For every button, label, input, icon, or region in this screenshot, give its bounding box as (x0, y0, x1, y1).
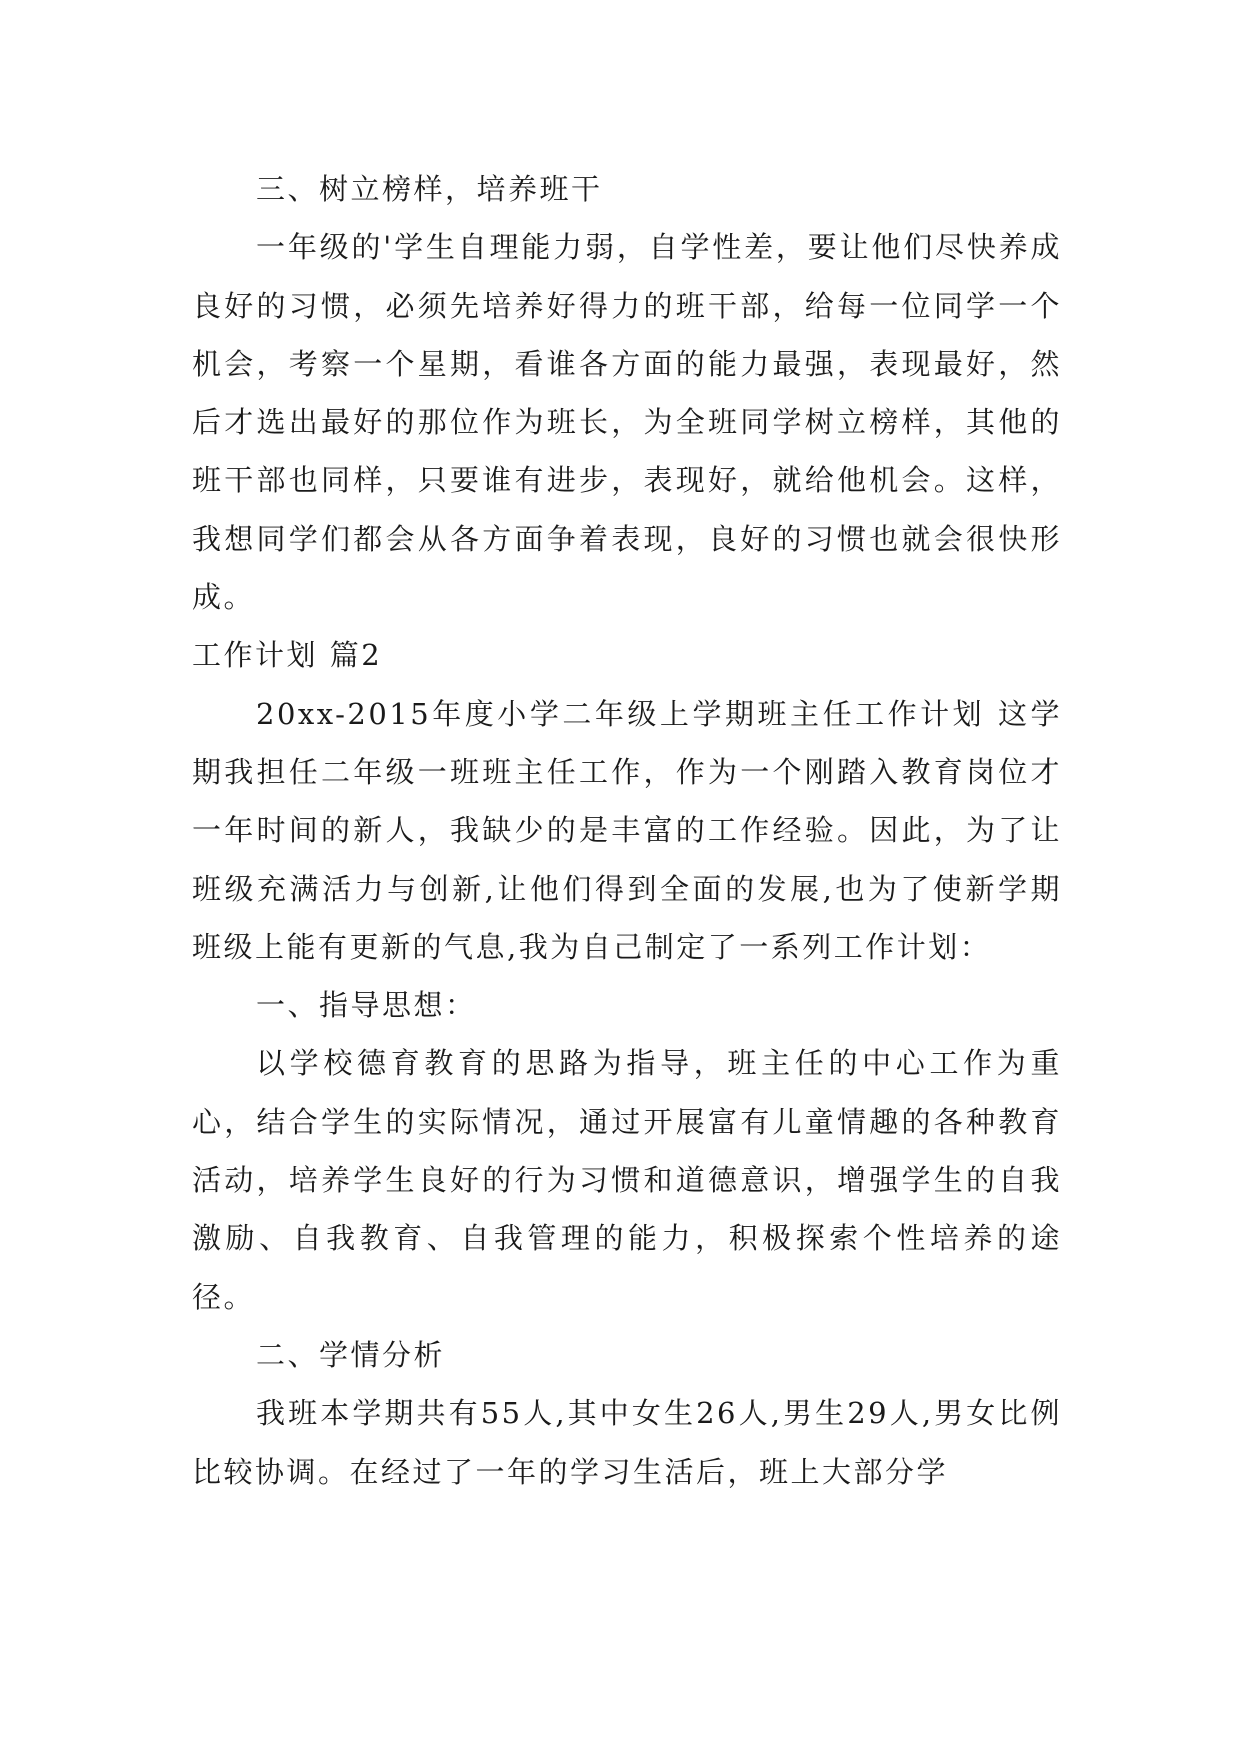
paragraph-role-models: 一年级的'学生自理能力弱，自学性差，要让他们尽快养成良好的习惯，必须先培养好得力的班干部，给每一位同学一个机会，考察一个星期，看谁各方面的能力最强，表现最好，然后才选出最好的那位作为班长，为全班同学树立榜样，其他的班干部也同样，只要谁有进步，表现好，就给他机会。这样，我想同学们都会从各方面争着表现，良好的习惯也就会很快形成。 (192, 230, 1062, 615)
plan-title-part-2: 工作计划 篇2 (192, 638, 383, 673)
section-heading-class-analysis: 二、学情分析 (256, 1337, 446, 1372)
section-heading-guiding-ideology: 一、指导思想： (256, 988, 477, 1023)
paragraph-guiding-ideology: 以学校德育教育的思路为指导，班主任的中心工作为重心，结合学生的实际情况，通过开展富有儿童情趣的各种教育活动，培养学生良好的行为习惯和道德意识，增强学生的自我激励、自我教育、自我管理的能力，积极探索个性培养的途径。 (192, 1046, 1062, 1314)
paragraph-class-analysis: 我班本学期共有55人,其中女生26人,男生29人,男女比例比较协调。在经过了一年的学习生活后，班上大部分学 (192, 1396, 1062, 1489)
document-body (192, 160, 1062, 1501)
section-heading-role-models: 三、树立榜样，培养班干 (256, 172, 603, 206)
paragraph-plan-intro: 20xx-2015年度小学二年级上学期班主任工作计划 这学期我担任二年级一班班主任工作，作为一个刚踏入教育岗位才一年时间的新人，我缺少的是丰富的工作经验。因此，为了让班级充满活力与创新,让他们得到全面的发展,也为了使新学期班级上能有更新的气息,我为自己制定了一系列工作计划： (192, 696, 1062, 964)
